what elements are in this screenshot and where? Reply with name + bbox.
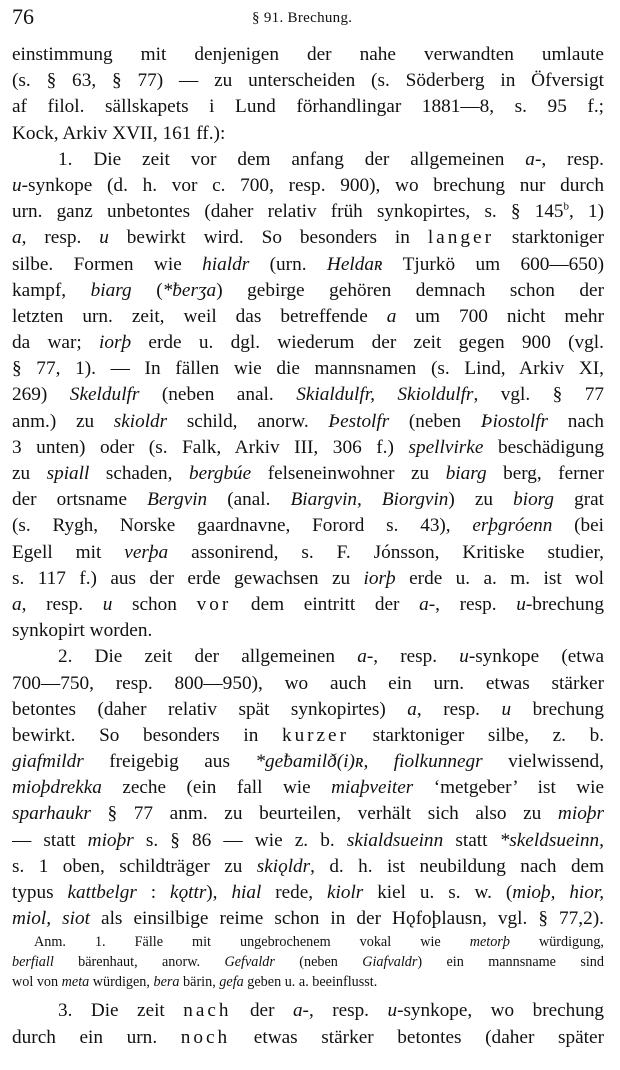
text-line: einstimmung mit denjenigen der nahe verwandten umlaute [12,44,604,65]
text-line: Kock, Arkiv XVII, 161 ff.): [12,122,226,144]
body-text [12,42,604,1051]
text-line: der ortsname Bergvin (anal. Biargvin, Biorgvin) zu biorg grat [12,489,604,511]
paragraph-2-start: 2. Die zeit der allgemeinen a-, resp. u-synkope (etwa [58,646,604,668]
page-number: 76 [12,4,34,29]
text-line: § 77, 1). — In fällen wie die mannsnamen (s. Lind, Arkiv XI, [12,358,604,380]
text-line: 269) Skeldulfr (neben anal. Skialdulfr, Skioldulfr, vgl. § 77 [12,384,604,406]
text-line: zu spiall schaden, bergbúe felseneinwohner zu biarg berg, ferner [12,463,604,484]
text-line: giafmildr freigebig aus *geƀamilð(i)ʀ, fiolkunnegr vielwissend, [12,751,604,773]
note-line: wol von meta würdigen, bera bärin, gefa geben u. a. beeinflusst. [12,974,378,991]
running-title: § 91. Brechung. [252,10,353,26]
text-line: Egell mit verþa assonirend, s. F. Jónsson, Kritiske studier, [12,541,604,563]
page-header [12,4,608,32]
text-line: s. 117 f.) aus der erde gewachsen zu iorþ erde u. a. m. ist wol [12,567,604,589]
text-line: s. 1 oben, schildträger zu skiǫldr, d. h. ist neubildung nach dem [12,855,604,877]
text-line: af filol. sällskapets i Lund förhandlingar 1881—8, s. 95 f.; [12,96,604,118]
text-line: a, resp. u schon vor dem eintritt der a-, resp. u-brechung [12,593,604,615]
text-line: silbe. Formen wie hialdr (urn. Heldaʀ Tjurkö um 600—650) [12,253,604,275]
paragraph-3-start: 3. Die zeit nach der a-, resp. u-synkope, wo brechung [58,1000,604,1022]
note-line: berfiall bärenhaut, anorw. Gefvaldr (neben Giafvaldr) ein mannsname sind [12,954,604,971]
text-line: sparhaukr § 77 anm. zu beurteilen, verhält sich also zu mioþr [12,803,604,825]
text-line: (s. Rygh, Norske gaardnavne, Forord s. 43), erþgróenn (bei [12,515,604,537]
text-line: letzten urn. zeit, weil das betreffende a um 700 nicht mehr [12,305,604,327]
text-line: (s. § 63, § 77) — zu unterscheiden (s. Söderberg in Öfversigt [12,70,604,92]
text-line: bewirkt. So besonders in kurzer starktoniger silbe, z. b. [12,724,604,746]
paragraph-1-start: 1. Die zeit vor dem anfang der allgemeinen a-, resp. [58,148,604,170]
text-line: durch ein urn. noch etwas stärker betontes (daher später [12,1026,604,1048]
text-line: da war; iorþ erde u. dgl. wiederum der zeit gegen 900 (vgl. [12,332,604,354]
text-line: — statt mioþr s. § 86 — wie z. b. skialdsueinn statt *skeldsueinn, [12,829,604,851]
text-line: anm.) zu skioldr schild, anorw. Þestolfr (neben Þiostolfr nach [12,410,604,432]
text-line: a, resp. u bewirkt wird. So besonders in langer starktoniger [12,227,604,249]
text-line: kampf, biarg (*ƀerʒa) gebirge gehören demnach schon der [12,279,604,301]
text-line: betontes (daher relativ spät synkopirtes) a, resp. u brechung [12,698,604,720]
text-line: synkopirt worden. [12,620,153,642]
text-line: miol, siot als einsilbige reime schon in der Hǫfoþlausn, vgl. § 77,2). [12,908,604,930]
note-line: Anm. 1. Fälle mit ungebrochenem vokal wie metorþ würdigung, [34,934,604,951]
text-line: typus kattbelgr : kǫttr), hial rede, kiolr kiel u. s. w. (mioþ, hior, [12,882,604,903]
text-line: urn. ganz unbetontes (daher relativ früh synkopirtes, s. § 145$^b$, 1) [12,200,604,223]
text-line: 3 unten) oder (s. Falk, Arkiv III, 306 f.) spellvirke beschädigung [12,436,604,458]
text-line: 700—750, resp. 800—950), wo auch ein urn. etwas stärker [12,672,604,694]
text-line: u-synkope (d. h. vor c. 700, resp. 900), wo brechung nur durch [12,174,604,196]
text-line: mioþdrekka zeche (ein fall wie miaþveiter ‘metgeber’ ist wie [12,777,604,799]
